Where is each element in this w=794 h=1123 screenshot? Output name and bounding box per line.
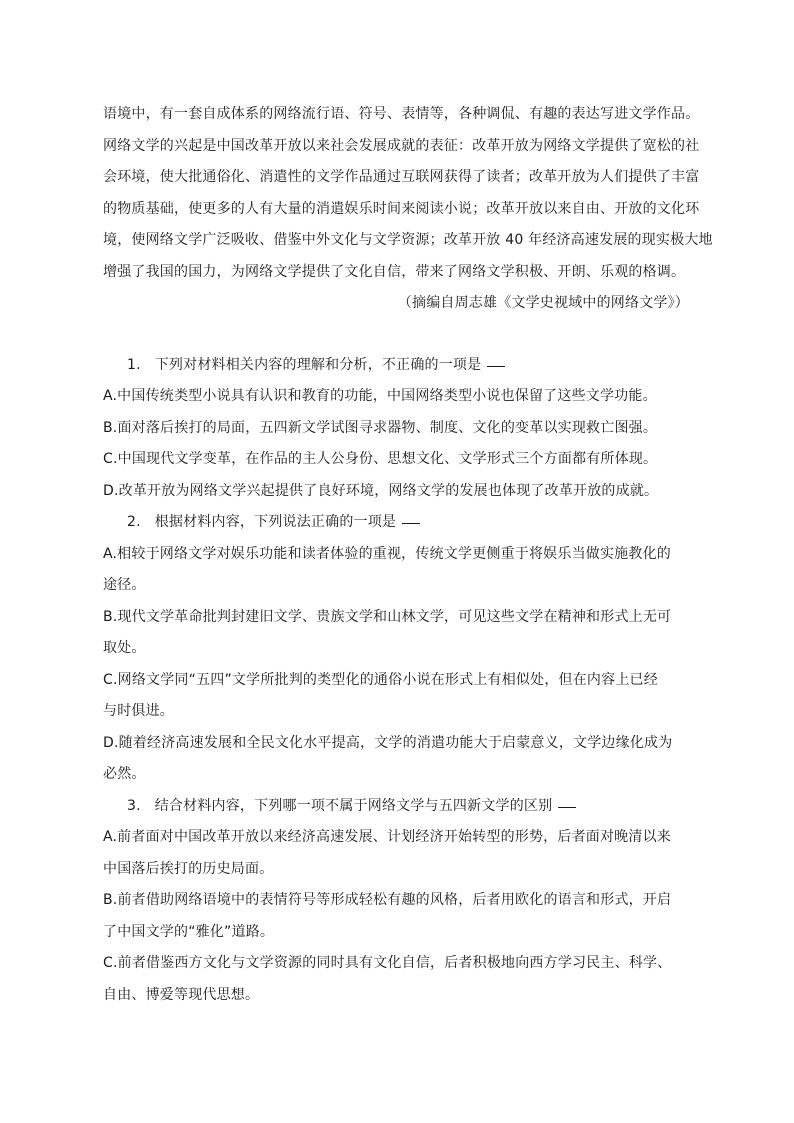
answer-blank bbox=[402, 523, 420, 524]
section-gap bbox=[103, 320, 693, 350]
option-a: A.中国传统类型小说具有认识和教育的功能，中国网络类型小说也保留了这些文学功能。 bbox=[103, 388, 657, 404]
option-b: B.前者借助网络语境中的表情符号等形成轻松有趣的风格，后者用欧化的语言和形式，开启 bbox=[103, 892, 672, 908]
option-c: C.网络文学同“五四”文学所批判的类型化的通俗小说在形式上有相似处，但在内容上已经 bbox=[103, 671, 658, 688]
option-b-cont: 了中国文学的“雅化”道路。 bbox=[103, 923, 275, 940]
question-1 bbox=[103, 350, 693, 508]
option-c-cont: 与时俱进。 bbox=[103, 703, 174, 719]
option-c-cont: 自由、博爱等现代思想。 bbox=[103, 986, 260, 1003]
question-text: 结合材料内容，下列哪一项不属于网络文学与五四新文学的区别 bbox=[154, 797, 553, 814]
passage-source: （摘编自周志雄《文学史视域中的网络文学》） bbox=[397, 295, 689, 311]
option-a-cont: 中国落后挨打的历史局面。 bbox=[103, 860, 274, 877]
option-c: C.中国现代文学变革，在作品的主人公身份、思想文化、文学形式三个方面都有所体现。 bbox=[103, 451, 658, 467]
option-a: A.前者面对中国改革开放以来经济高速发展、计划经济开始转型的形势，后者面对晚清以来 bbox=[103, 829, 671, 845]
option-c: C.前者借鉴西方文化与文学资源的同时具有文化自信，后者积极地向西方学习民主、科学、 bbox=[103, 955, 672, 971]
passage-line: 语境中，有一套自成体系的网络流行语、符号、表情等，各种调侃、有趣的表达写进文学作品。 bbox=[103, 106, 700, 122]
question-number: 2. bbox=[127, 514, 141, 530]
option-b-cont: 取处。 bbox=[103, 640, 146, 656]
question-text: 根据材料内容，下列说法正确的一项是 bbox=[154, 514, 397, 530]
option-a: A.相较于网络文学对娱乐功能和读者体验的重视，传统文学更侧重于将娱乐当做实施教化的 bbox=[103, 545, 671, 562]
question-stem bbox=[103, 791, 693, 823]
option-a-cont: 途径。 bbox=[103, 577, 146, 593]
answer-blank bbox=[558, 807, 576, 808]
question-number: 3. bbox=[127, 797, 141, 814]
question-number: 1. bbox=[127, 356, 141, 373]
answer-blank bbox=[487, 366, 505, 367]
question-stem bbox=[103, 507, 693, 539]
document-content bbox=[103, 99, 713, 1011]
option-d: D.随着经济高速发展和全民文化水平提高，文学的消遣功能大于启蒙意义，文学边缘化成为 bbox=[103, 734, 673, 751]
passage-line: 境，使网络文学广泛吸收、借鉴中外文化与文学资源；改革开放 40 年经济高速发展的现实极大地 bbox=[103, 232, 713, 248]
option-d-cont: 必然。 bbox=[103, 766, 146, 782]
question-text: 下列对材料相关内容的理解和分析，不正确的一项是 bbox=[154, 356, 482, 373]
passage-line: 增强了我国的国力，为网络文学提供了文化自信，带来了网络文学积极、开朗、乐观的格调。 bbox=[103, 263, 686, 280]
option-b: B.面对落后挨打的局面，五四新文学试图寻求器物、制度、文化的变革以实现救亡图强。 bbox=[103, 419, 658, 436]
passage-line: 的物质基础，使更多的人有大量的消遣娱乐时间来阅读小说；改革开放以来自由、开放的文化环 bbox=[103, 200, 700, 217]
passage bbox=[103, 99, 713, 320]
question-3 bbox=[103, 791, 693, 1012]
question-2 bbox=[103, 507, 693, 791]
passage-line: 网络文学的兴起是中国改革开放以来社会发展成就的表征：改革开放为网络文学提供了宽松的社 bbox=[103, 137, 700, 154]
question-stem bbox=[103, 350, 693, 382]
option-b: B.现代文学革命批判封建旧文学、贵族文学和山林文学，可见这些文学在精神和形式上无可 bbox=[103, 608, 672, 625]
passage-line: 会环境，使大批通俗化、消遣性的文学作品通过互联网获得了读者；改革开放为人们提供了丰富 bbox=[103, 169, 700, 185]
option-d: D.改革开放为网络文学兴起提供了良好环境，网络文学的发展也体现了改革开放的成就。 bbox=[103, 482, 659, 499]
